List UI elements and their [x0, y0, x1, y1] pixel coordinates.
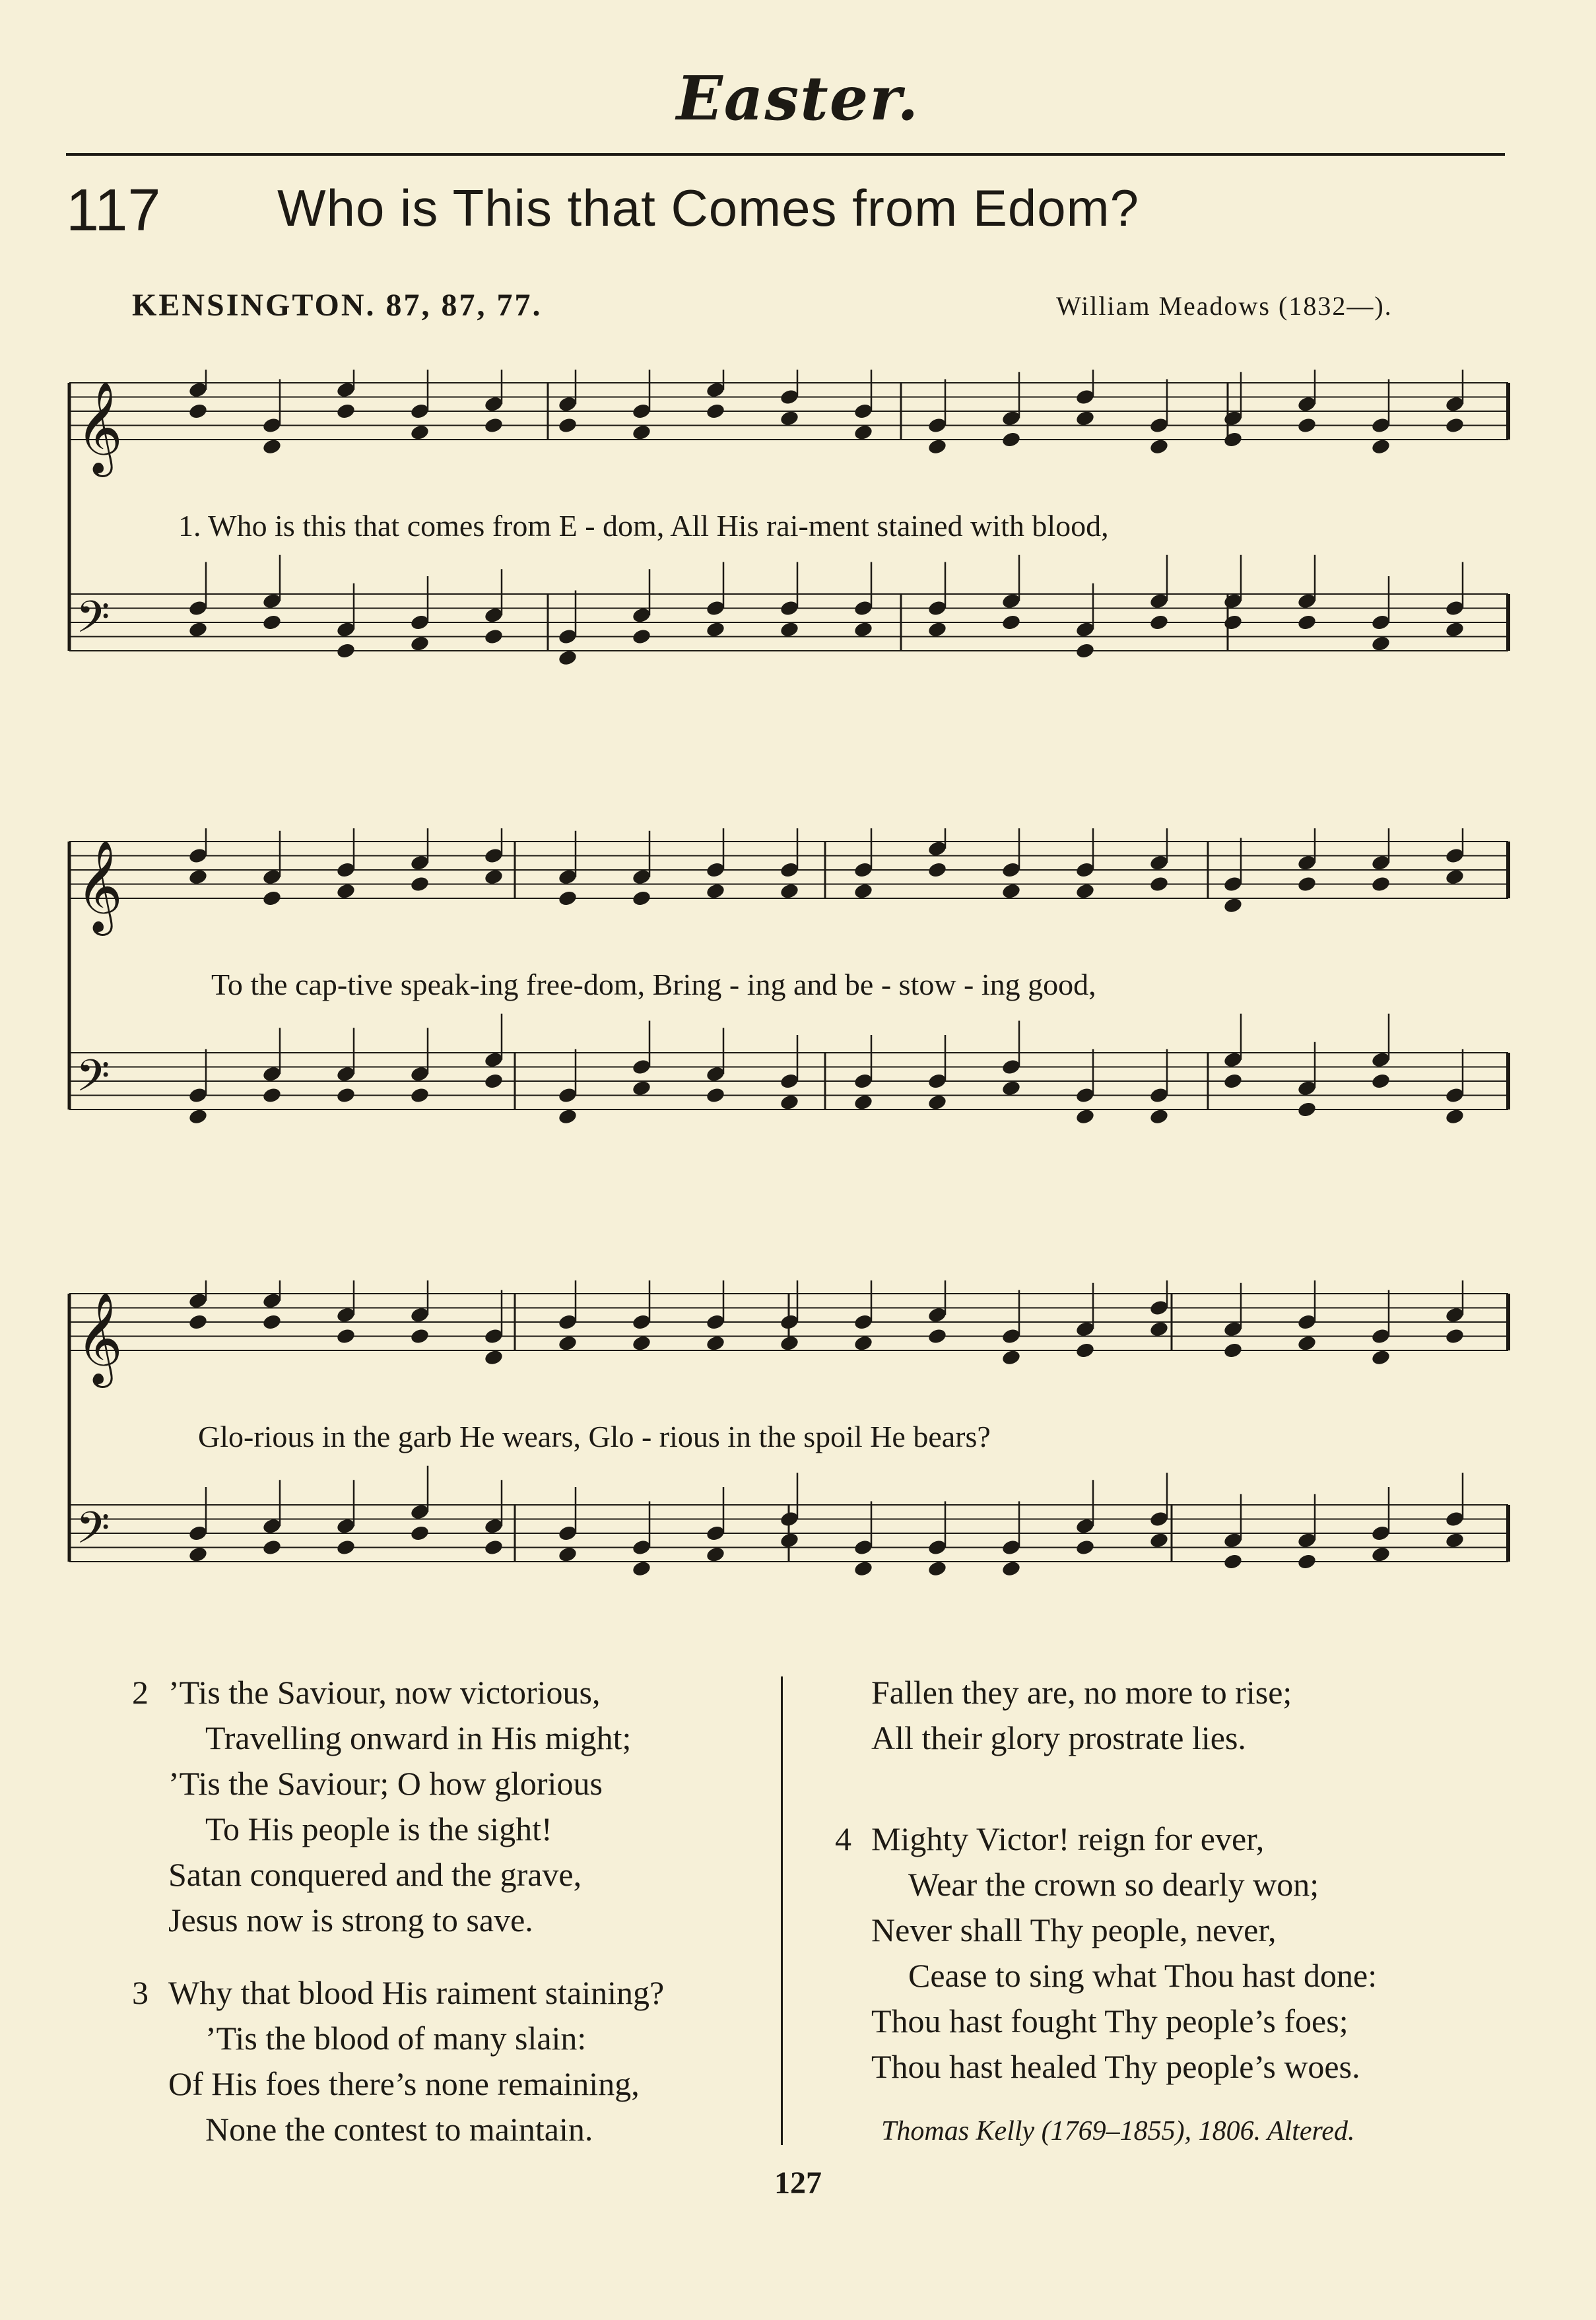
verse-line: Thou hast fought Thy people’s foes;: [871, 2003, 1348, 2039]
note-head: [927, 438, 948, 455]
note-head: [1149, 1108, 1170, 1125]
treble-clef-icon: 𝄞: [76, 1292, 123, 1384]
hymn-title: Who is This that Comes from Edom?: [277, 179, 1139, 237]
stanza-number: 2: [132, 1674, 149, 1711]
note-head: [410, 635, 430, 653]
stanza-number: 3: [132, 1974, 149, 2011]
attribution: Thomas Kelly (1769–1855), 1806. Altered.: [881, 2116, 1355, 2146]
verse-line: Thou hast healed Thy people’s woes.: [871, 2048, 1360, 2085]
treble-clef-icon: 𝄞: [76, 381, 123, 473]
verse-line: ’Tis the Saviour, now victorious,: [168, 1674, 601, 1711]
note-head: [336, 1086, 356, 1104]
note-head: [1075, 409, 1096, 427]
note-head: [632, 1335, 652, 1352]
note-head: [410, 1086, 430, 1104]
lyric-line-1: 1. Who is this that comes from E - dom, All His rai-ment stained with blood,: [178, 509, 1109, 543]
bass-clef-icon: 𝄢: [76, 591, 110, 653]
note-head: [484, 1539, 504, 1556]
note-head: [336, 882, 356, 900]
verse-line: Cease to sing what Thou hast done:: [908, 1957, 1378, 1994]
note-head: [1223, 614, 1244, 632]
music-system: [0, 370, 1596, 766]
note-head: [853, 424, 874, 442]
note-head: [853, 1335, 874, 1352]
note-head: [1149, 1531, 1170, 1549]
note-head: [1001, 1079, 1022, 1097]
note-head: [927, 861, 948, 879]
note-head: [1371, 635, 1391, 653]
note-head: [410, 875, 430, 893]
note-head: [1445, 868, 1465, 886]
note-head: [410, 1525, 430, 1542]
note-head: [706, 403, 726, 420]
note-head: [558, 1335, 578, 1352]
note-head: [927, 620, 948, 638]
note-head: [558, 416, 578, 434]
lyric-line-2: To the cap-tive speak-ing free-dom, Bring - ing and be - stow - ing good,: [211, 968, 1096, 1001]
stanza-2-continued: [871, 1670, 1292, 1761]
note-head: [1297, 416, 1317, 434]
note-head: [632, 1560, 652, 1577]
note-head: [1223, 1342, 1244, 1360]
note-head: [484, 416, 504, 434]
note-head: [484, 1348, 504, 1366]
note-head: [558, 1108, 578, 1125]
note-head: [1371, 1546, 1391, 1564]
header-rule: [66, 153, 1505, 156]
note-head: [1001, 882, 1022, 900]
note-head: [1297, 614, 1317, 632]
note-head: [1445, 1108, 1465, 1125]
note-head: [188, 1313, 209, 1331]
stanza-3: [132, 1970, 665, 2152]
note-head: [262, 438, 283, 455]
verse-line: All their glory prostrate lies.: [871, 1719, 1246, 1756]
note-head: [780, 1531, 800, 1549]
note-head: [188, 620, 209, 638]
note-head: [558, 649, 578, 667]
note-head: [262, 1313, 283, 1331]
note-head: [484, 628, 504, 646]
note-head: [1001, 1348, 1022, 1366]
note-head: [632, 1079, 652, 1097]
verse-line: To His people is the sight!: [205, 1810, 552, 1847]
note-head: [780, 409, 800, 427]
verse-line: Of His foes there’s none remaining,: [168, 2065, 640, 2102]
column-divider: [781, 1676, 783, 2145]
verse-line: Wear the crown so dearly won;: [908, 1866, 1319, 1903]
note-head: [1075, 1342, 1096, 1360]
note-head: [262, 1086, 283, 1104]
note-head: [853, 1094, 874, 1111]
verse-line: ’Tis the Saviour; O how glorious: [168, 1765, 603, 1802]
note-head: [1297, 1553, 1317, 1571]
note-head: [706, 620, 726, 638]
note-head: [336, 403, 356, 420]
note-head: [706, 1086, 726, 1104]
stanza-4: [835, 1816, 1378, 2090]
note-head: [1001, 431, 1022, 449]
note-head: [1223, 1073, 1244, 1090]
note-head: [1297, 1101, 1317, 1119]
note-head: [1223, 896, 1244, 914]
verse-line: Never shall Thy people, never,: [871, 1911, 1277, 1948]
treble-clef-icon: 𝄞: [76, 840, 123, 932]
note-head: [262, 890, 283, 908]
note-head: [188, 403, 209, 420]
note-head: [927, 1327, 948, 1345]
note-head: [336, 1539, 356, 1556]
verse-line: Satan conquered and the grave,: [168, 1856, 582, 1893]
bass-clef-icon: 𝄢: [76, 1502, 110, 1564]
note-head: [706, 882, 726, 900]
note-head: [1149, 875, 1170, 893]
note-head: [1445, 1327, 1465, 1345]
note-head: [1297, 1335, 1317, 1352]
page-number: 127: [774, 2166, 822, 2201]
note-head: [410, 1327, 430, 1345]
note-head: [1223, 1553, 1244, 1571]
note-head: [1149, 438, 1170, 455]
note-head: [632, 628, 652, 646]
note-head: [632, 890, 652, 908]
note-head: [927, 1560, 948, 1577]
stanza-number: 4: [835, 1820, 851, 1857]
note-head: [706, 1335, 726, 1352]
note-head: [188, 1108, 209, 1125]
note-head: [410, 424, 430, 442]
note-head: [188, 868, 209, 886]
verse-line: ’Tis the blood of many slain:: [205, 2020, 587, 2057]
note-head: [1149, 1320, 1170, 1338]
note-head: [853, 620, 874, 638]
note-head: [1075, 1539, 1096, 1556]
stanza-2: [132, 1670, 632, 1943]
note-head: [1371, 1073, 1391, 1090]
music-system: [0, 1280, 1596, 1676]
note-head: [1001, 614, 1022, 632]
note-head: [780, 1094, 800, 1111]
verse-line: Travelling onward in His might;: [205, 1719, 632, 1756]
music-system: [0, 828, 1596, 1224]
note-head: [1445, 620, 1465, 638]
note-head: [1371, 438, 1391, 455]
note-head: [188, 1546, 209, 1564]
note-head: [853, 882, 874, 900]
tune-name: KENSINGTON. 87, 87, 77.: [132, 288, 543, 323]
note-head: [706, 1546, 726, 1564]
note-head: [336, 1327, 356, 1345]
note-head: [853, 1560, 874, 1577]
note-head: [1001, 1560, 1022, 1577]
note-head: [262, 1539, 283, 1556]
note-head: [632, 424, 652, 442]
note-head: [780, 620, 800, 638]
note-head: [1075, 882, 1096, 900]
note-head: [558, 890, 578, 908]
note-head: [484, 868, 504, 886]
composer: William Meadows (1832—).: [1056, 291, 1393, 321]
hymn-number: 117: [66, 178, 161, 244]
note-head: [484, 1073, 504, 1090]
note-head: [336, 642, 356, 660]
note-head: [1445, 416, 1465, 434]
note-head: [1075, 1108, 1096, 1125]
note-head: [558, 1546, 578, 1564]
note-head: [1445, 1531, 1465, 1549]
note-head: [1297, 875, 1317, 893]
note-head: [1149, 614, 1170, 632]
note-head: [1371, 1348, 1391, 1366]
note-head: [262, 614, 283, 632]
verse-line: None the contest to maintain.: [205, 2111, 593, 2148]
note-head: [780, 1335, 800, 1352]
note-head: [780, 882, 800, 900]
verse-line: Mighty Victor! reign for ever,: [871, 1820, 1265, 1857]
lyric-line-3: Glo-rious in the garb He wears, Glo - rious in the spoil He bears?: [198, 1420, 991, 1453]
bass-clef-icon: 𝄢: [76, 1050, 110, 1112]
section-header: Easter.: [676, 63, 920, 134]
note-head: [1075, 642, 1096, 660]
verse-line: Why that blood His raiment staining?: [168, 1974, 665, 2011]
note-head: [1223, 431, 1244, 449]
verse-line: Jesus now is strong to save.: [168, 1902, 533, 1939]
verse-line: Fallen they are, no more to rise;: [871, 1674, 1292, 1711]
note-head: [927, 1094, 948, 1111]
note-head: [1371, 875, 1391, 893]
